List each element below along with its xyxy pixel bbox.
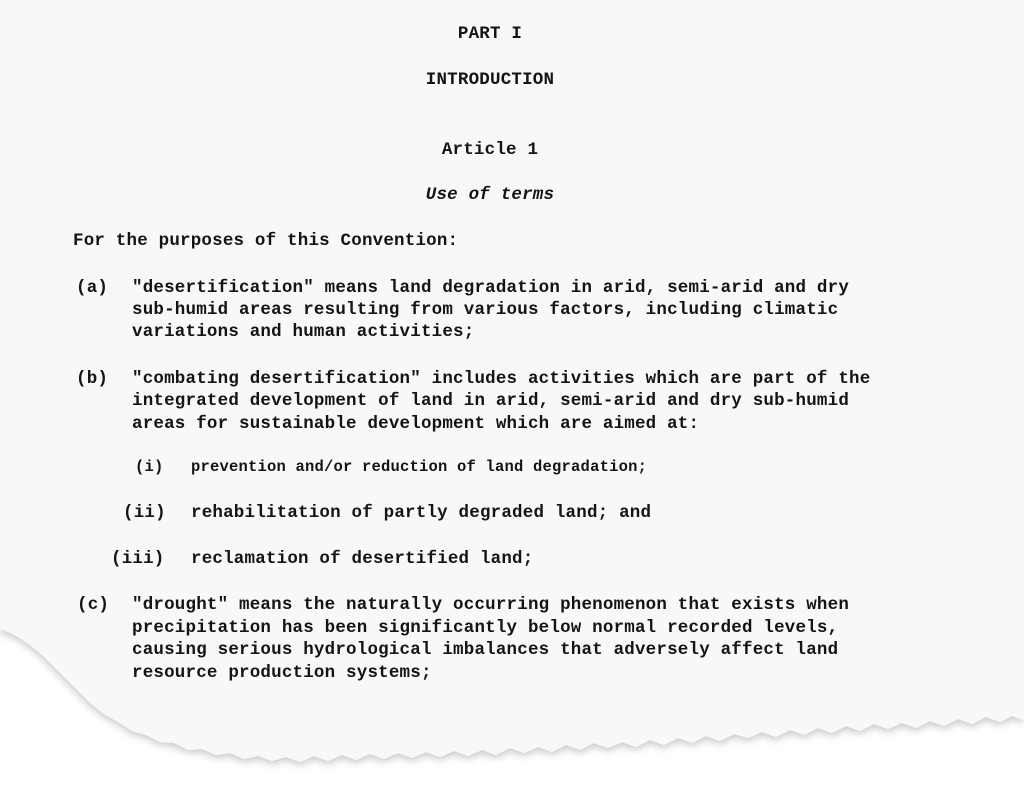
subitem-marker: (ii) — [123, 503, 166, 523]
item-line: "desertification" means land degradation in arid, semi-arid and dry — [132, 278, 850, 298]
intro-sentence: For the purposes of this Convention: — [73, 231, 459, 251]
subitem-text: reclamation of desertified land; — [191, 549, 534, 569]
item-line: resource production systems; — [132, 663, 432, 683]
item-marker: (c) — [77, 595, 110, 615]
item-line: "drought" means the naturally occurring phenomenon that exists when — [132, 595, 850, 615]
item-line: "combating desertification" includes activities which are part of the — [132, 369, 871, 389]
item-line: causing serious hydrological imbalances that adversely affect land — [132, 640, 839, 660]
part-title: INTRODUCTION — [425, 70, 555, 90]
subitem-text: prevention and/or reduction of land degradation; — [191, 458, 648, 476]
subitem-marker: (iii) — [111, 549, 165, 569]
item-line: variations and human activities; — [132, 322, 475, 342]
item-line: areas for sustainable development which are aimed at: — [132, 414, 700, 434]
article-heading: Article 1 — [441, 140, 539, 160]
part-heading: PART I — [457, 24, 523, 44]
article-title: Use of terms — [425, 185, 555, 205]
item-marker: (b) — [76, 369, 109, 389]
subitem-marker: (i) — [135, 458, 164, 476]
subitem-text: rehabilitation of partly degraded land; and — [191, 503, 652, 523]
item-line: sub-humid areas resulting from various factors, including climatic — [132, 300, 839, 320]
item-line: integrated development of land in arid, semi-arid and dry sub-humid — [132, 391, 850, 411]
item-marker: (a) — [76, 278, 109, 298]
item-line: precipitation has been significantly below normal recorded levels, — [132, 618, 839, 638]
